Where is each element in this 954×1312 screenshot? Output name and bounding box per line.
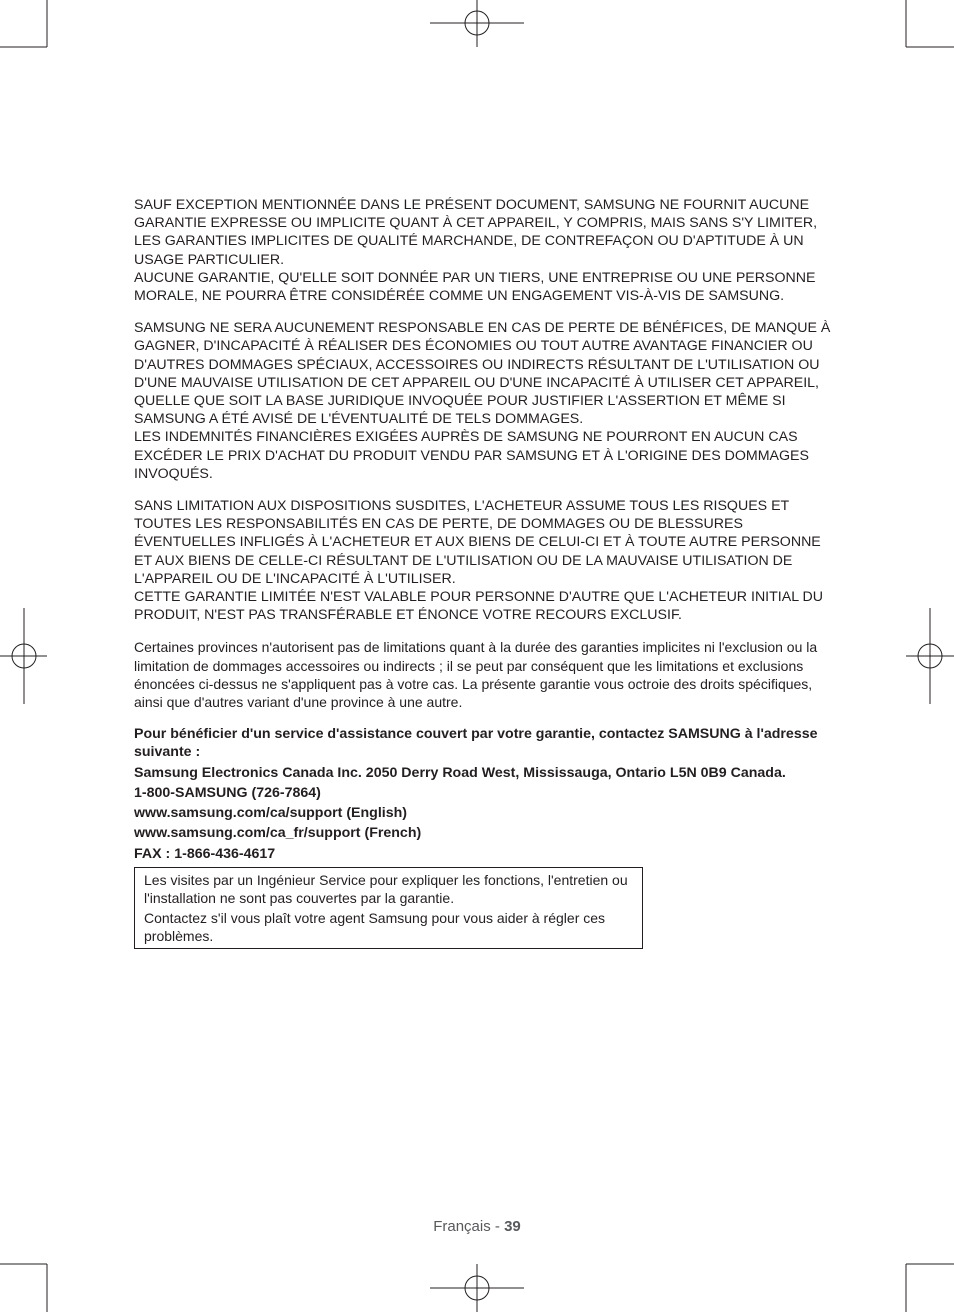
- page-footer: [0, 1218, 954, 1235]
- paragraph-line: SAMSUNG NE SERA AUCUNEMENT RESPONSABLE EN CAS DE PERTE DE BÉNÉFICES, DE MANQUE À GAGNER, D'INCAPACITÉ À RÉALISER DES ÉCONOMIES OU TOUT AUTRE AVANTAGE FINANCIER OU D'AUTRES DOMMAGES SPÉCIAUX, ACCESSOIRES OU INDIRECTS RÉSULTANT DE L'UTILISATION OU D'UNE MAUVAISE UTILISATION DE CET APPAREIL OU D'UNE INCAPACITÉ À UTILISER CET APPAREIL, QUELLE QUE SOIT LA BASE JURIDIQUE INVOQUÉE POUR JUSTIFIER L'ASSERTION ET MÊME SI SAMSUNG A ÉTÉ AVISÉ DE L'ÉVENTUALITÉ DE TELS DOMMAGES.: [134, 320, 831, 428]
- contact-address: Samsung Electronics Canada Inc. 2050 Derry Road West, Mississauga, Ontario L5N 0B9 Canada.: [134, 764, 786, 781]
- footer-language: Français: [433, 1218, 491, 1235]
- footer-separator: -: [490, 1218, 505, 1235]
- paragraph-line: SAUF EXCEPTION MENTIONNÉE DANS LE PRÉSENT DOCUMENT, SAMSUNG NE FOURNIT AUCUNE GARANTIE EXPRESSE OU IMPLICITE QUANT À CET APPAREIL, Y COMPRIS, MAIS SANS S'Y LIMITER, LES GARANTIES IMPLICITES DE QUALITÉ MARCHANDE, DE CONTREFAÇON OU D'APTITUDE À UN USAGE PARTICULIER.: [134, 197, 818, 268]
- notice-line: Contactez s'il vous plaît votre agent Samsung pour vous aider à régler ces problèmes.: [144, 909, 606, 944]
- contact-phone: 1-800-SAMSUNG (726-7864): [134, 784, 321, 801]
- contact-web-french: www.samsung.com/ca_fr/support (French): [134, 825, 422, 842]
- paragraph-line: Certaines provinces n'autorisent pas de limitations quant à la durée des garanties implicites ni l'exclusion ou la limitation de dommages accessoires ou indirects ; il se peut par conséquent que les limitations et exclusions énoncées ci-dessus ne s'appliquent pas à votre cas. La présente garantie vous octroie des droits spécifiques, ainsi que d'autres variant d'une province à une autre.: [134, 639, 818, 711]
- contact-web-english: www.samsung.com/ca/support (English): [134, 805, 408, 822]
- risk-paragraph: [134, 497, 834, 624]
- service-visit-notice: [134, 867, 643, 949]
- contact-fax: FAX : 1-866-436-4617: [134, 845, 276, 862]
- disclaimer-paragraph: [134, 196, 834, 305]
- contact-intro: Pour bénéficier d'un service d'assistance couvert par votre garantie, contactez SAMSUNG à l'adresse suivante :: [134, 726, 818, 761]
- liability-paragraph: [134, 319, 834, 483]
- paragraph-line: AUCUNE GARANTIE, QU'ELLE SOIT DONNÉE PAR UN TIERS, UNE ENTREPRISE OU UNE PERSONNE MORALE, NE POURRA ÊTRE CONSIDÉRÉE COMME UN ENGAGEMENT VIS-À-VIS DE SAMSUNG.: [134, 269, 816, 305]
- notice-line: Les visites par un Ingénieur Service pour expliquer les fonctions, l'entretien ou l'installation ne sont pas couvertes par la garantie.: [144, 871, 628, 906]
- paragraph-line: LES INDEMNITÉS FINANCIÈRES EXIGÉES AUPRÈS DE SAMSUNG NE POURRONT EN AUCUN CAS EXCÉDER LE PRIX D'ACHAT DU PRODUIT VENDU PAR SAMSUNG ET À L'ORIGINE DES DOMMAGES INVOQUÉS.: [134, 429, 809, 482]
- contact-block: [134, 725, 834, 862]
- page-number: 39: [504, 1218, 521, 1235]
- paragraph-line: CETTE GARANTIE LIMITÉE N'EST VALABLE POUR PERSONNE D'AUTRE QUE L'ACHETEUR INITIAL DU PRODUIT, N'EST PAS TRANSFÉRABLE ET ÉNONCE VOTRE RECOURS EXCLUSIF.: [134, 589, 823, 624]
- warranty-text: [134, 196, 834, 949]
- provinces-paragraph: [134, 638, 834, 711]
- paragraph-line: SANS LIMITATION AUX DISPOSITIONS SUSDITES, L'ACHETEUR ASSUME TOUS LES RISQUES ET TOUTES LES RESPONSABILITÉS EN CAS DE PERTE, DE DOMMAGES OU DE BLESSURES ÉVENTUELLES INFLIGÉS À L'ACHETEUR ET AUX BIENS DE CELUI-CI ET À TOUTE AUTRE PERSONNE ET AUX BIENS DE CELLE-CI RÉSULTANT DE L'UTILISATION OU DE LA MAUVAISE UTILISATION DE L'APPAREIL OU DE L'INCAPACITÉ À L'UTILISER.: [134, 498, 821, 587]
